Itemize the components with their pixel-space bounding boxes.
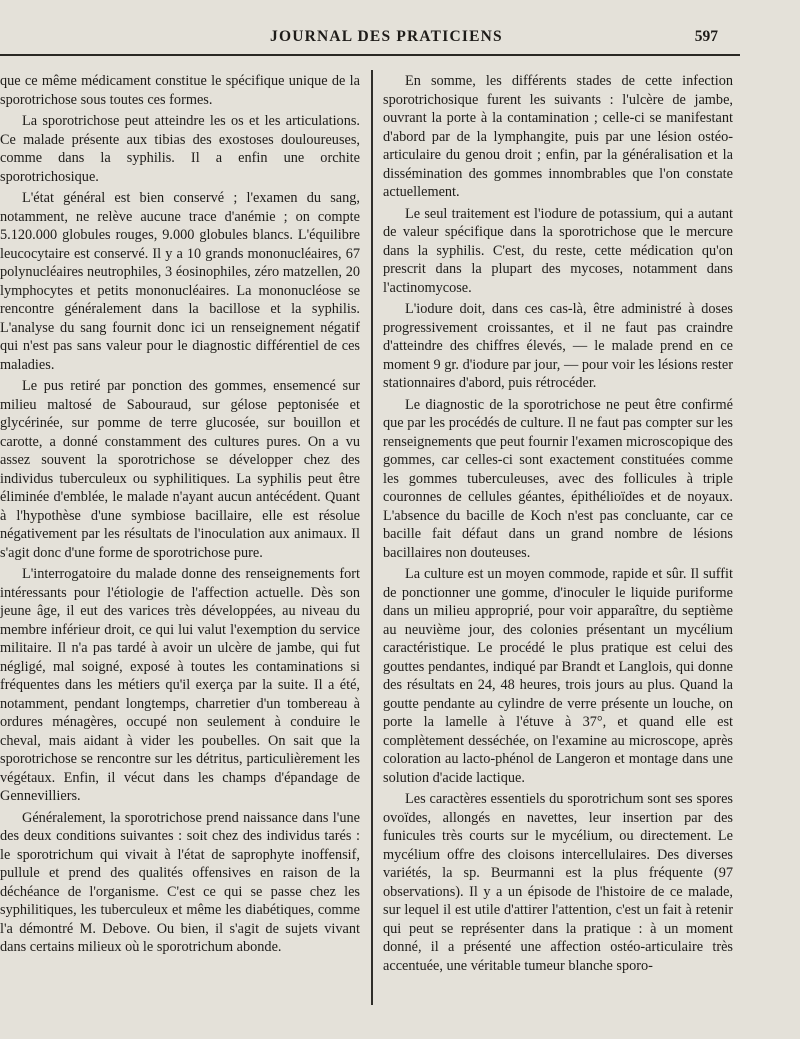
paragraph: Le diagnostic de la sporotrichose ne peut être confirmé que par les procédés de culture. Il ne faut pas compter sur les renseignements que peut fournir l'examen microscopique des gommes, car celles-ci sont exactement constituées comme les gommes tuberculeuses, avec des follicules à triple couronnes de cellules géantes, épithélioïdes et de noyaux. L'absence du bacille de Koch n'est pas concluante, car ce bacille fait défaut dans un grand nombre de lésions bacillaires non douteuses. — [383, 396, 733, 561]
paragraph: L'iodure doit, dans ces cas-là, être administré à doses progressivement croissantes, et il ne faut pas craindre d'atteindre des chiffres élevés, — le malade prend en ce moment 9 gr. d'iodure par jour, — pour voir les lésions rester stationnaires d'abord, puis rétrocéder. — [383, 301, 733, 391]
page-number: 597 — [694, 28, 718, 45]
paragraph: que ce même médicament constitue le spécifique unique de la sporotrichose sous toutes ces formes. — [0, 73, 360, 108]
column-divider — [371, 70, 373, 1005]
right-column — [383, 72, 733, 975]
header-rule — [0, 54, 740, 56]
paragraph: L'interrogatoire du malade donne des renseignements fort intéressants pour l'étiologie de l'affection actuelle. Dès son jeune âge, il eut des varices très développées, au niveau du membre inférieur droit, ce qui lui valut l'exemption du service militaire. Il n'a pas tardé à avoir un ulcère de jambe, qui fut négligé, mal soigné, exposé à toutes les contaminations si fréquentes dans les métiers qu'il exerça par la suite. Il a été, notamment, pendant longtemps, charretier d'un tombereau à ordures ménagères, occupé non seulement à conduire le cheval, mais aidant à vider les poubelles. On sait que la sporotrichose se rencontre sur les détritus, particulièrement les végétaux. Enfin, il vécut dans les champs d'épandage de Gennevilliers. — [0, 566, 360, 804]
left-column — [0, 72, 360, 957]
paragraph: Le pus retiré par ponction des gommes, ensemencé sur milieu maltosé de Sabouraud, sur gélose peptonisée et glycérinée, sur pomme de terre glucosée, sur bouillon et carotte, a donné constamment des cultures pures. On a vu assez souvent la sporotrichose se développer chez des individus tuberculeux ou syphilitiques. La syphilis peut être éliminée d'emblée, le malade n'ayant aucun antécédent. Quant à l'hypothèse d'une symbiose bacillaire, elle est résolue négativement par les résultats de l'inoculation aux animaux. Il s'agit donc d'une forme de sporotrichose pure. — [0, 378, 360, 561]
page-header — [0, 28, 800, 52]
paragraph: Les caractères essentiels du sporotrichum sont ses spores ovoïdes, allongés en navettes, leur insertion par des funicules très courts sur le mycélium, ou directement. Le mycélium offre des cloisons intercellulaires. Des diverses variétés, la sp. Beurmanni est la plus fréquente (97 observations). Il y a un épisode de l'histoire de ce malade, sur lequel il est utile d'attirer l'attention, c'est un fait à retenir qui peut se représenter dans la pratique : à un moment donné, il a présenté une affection ostéo-articulaire très accentuée, une véritable tumeur blanche sporo- — [383, 791, 733, 974]
paragraph: Le seul traitement est l'iodure de potassium, qui a autant de valeur spécifique dans la sporotrichose que le mercure dans la syphilis. C'est, du reste, cette médication qu'on prescrit dans la plupart des mycoses, notamment dans l'actinomycose. — [383, 205, 733, 296]
running-title: JOURNAL DES PRATICIENS — [270, 28, 503, 45]
paragraph: En somme, les différents stades de cette infection sporotrichosique furent les suivants : l'ulcère de jambe, ouvrant la porte à la contamination ; celle-ci se manifestant d'abord par de la lymphangite, puis par une lésion ostéo-articulaire du genou droit ; enfin, par la généralisation et la dissémination des gommes innombrables que l'on constate actuellement. — [383, 73, 733, 200]
paragraph: L'état général est bien conservé ; l'examen du sang, notamment, ne relève aucune trace d'anémie ; on compte 5.120.000 globules rouges, 9.000 globules blancs. L'équilibre leucocytaire est conservé. Il y a 10 grands mononucléaires, 67 polynucléaires neutrophiles, 3 éosinophiles, zéro matzellen, 20 lymphocytes et petits mononucléaires. La mononucléose se rencontre généralement dans la bacillose et la syphilis. L'analyse du sang fournit donc ici un renseignement négatif qui n'est pas sans valeur pour le diagnostic différentiel de ces maladies. — [0, 190, 360, 373]
paragraph: La sporotrichose peut atteindre les os et les articulations. Ce malade présente aux tibias des exostoses douloureuses, comme dans la syphilis. Il a enfin une orchite sporotrichosique. — [0, 113, 360, 185]
paragraph: Généralement, la sporotrichose prend naissance dans l'une des deux conditions suivantes : soit chez des individus tarés : le sporotrichum qui vivait à l'état de saprophyte inoffensif, pullule et prend des qualités offensives en raison de la déchéance de l'organisme. C'est ce qui se passe chez les syphilitiques, les tuberculeux et même les diabétiques, comme l'a démontré M. Debove. Ou bien, il s'agit de sujets vivant dans certains milieux où le sporotrichum abonde. — [0, 809, 360, 955]
paragraph: La culture est un moyen commode, rapide et sûr. Il suffit de ponctionner une gomme, d'inoculer le liquide puriforme dans un milieu approprié, pour voir apparaître, du septième au neuvième jour, des colonies présentant un mycélium caractéristique. Le procédé le plus pratique est celui des gouttes pendantes, indiqué par Brandt et Langlois, qui donne des résultats en 24, 48 heures, trois jours au plus. Quand la goutte pendante au cylindre de verre présente un louche, on porte la lamelle à l'étuve à 37°, et quand elle est complètement desséchée, on l'examine au microscope, après coloration au lacto-phénol de Langeron et montage dans une solution d'acide lactique. — [383, 566, 733, 786]
